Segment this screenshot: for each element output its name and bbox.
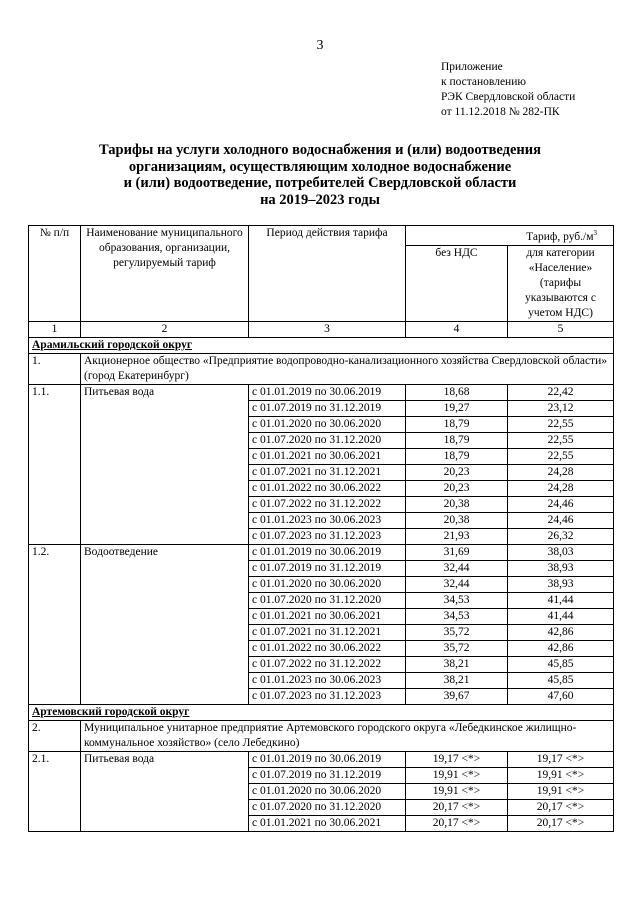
column-number: 3 xyxy=(249,321,406,337)
service-name: Питьевая вода xyxy=(81,751,249,831)
tariff-population: 19,91 <*> xyxy=(508,783,614,799)
tariff-population: 24,28 xyxy=(508,464,614,480)
header-no-vat: без НДС xyxy=(406,245,508,321)
tariff-period: с 01.07.2019 по 31.12.2019 xyxy=(249,560,406,576)
title-line: организациям, осуществляющим холодное водоснабжение xyxy=(128,158,512,175)
tariff-population: 19,17 <*> xyxy=(508,751,614,767)
tariff-no-vat: 20,17 <*> xyxy=(406,815,508,831)
organization-number: 2. xyxy=(29,720,81,751)
tariff-population: 45,85 xyxy=(508,656,614,672)
column-number: 1 xyxy=(29,321,81,337)
tariff-period: с 01.07.2022 по 31.12.2022 xyxy=(249,656,406,672)
tariff-period: с 01.01.2023 по 30.06.2023 xyxy=(249,512,406,528)
page-number: 3 xyxy=(316,38,324,53)
document-title xyxy=(0,142,640,208)
tariff-period: с 01.01.2019 по 30.06.2019 xyxy=(249,544,406,560)
tariff-no-vat: 19,91 <*> xyxy=(406,767,508,783)
tariff-period: с 01.01.2022 по 30.06.2022 xyxy=(249,640,406,656)
tariff-population: 24,46 xyxy=(508,496,614,512)
tariff-no-vat: 39,67 xyxy=(406,688,508,704)
tariff-population: 22,42 xyxy=(508,384,614,400)
column-number-row xyxy=(29,321,614,337)
tariff-period: с 01.07.2021 по 31.12.2021 xyxy=(249,464,406,480)
tariff-no-vat: 35,72 xyxy=(406,640,508,656)
appendix-line: к постановлению xyxy=(441,76,526,88)
tariff-period: с 01.01.2020 по 30.06.2020 xyxy=(249,416,406,432)
tariff-period: с 01.07.2019 по 31.12.2019 xyxy=(249,400,406,416)
tariff-no-vat: 31,69 xyxy=(406,544,508,560)
tariff-population: 42,86 xyxy=(508,624,614,640)
column-number: 2 xyxy=(81,321,249,337)
tariff-population: 41,44 xyxy=(508,608,614,624)
tariff-no-vat: 18,68 xyxy=(406,384,508,400)
tariff-period: с 01.01.2019 по 30.06.2019 xyxy=(249,751,406,767)
tariff-no-vat: 34,53 xyxy=(406,592,508,608)
tariff-no-vat: 20,38 xyxy=(406,512,508,528)
tariff-period: с 01.01.2020 по 30.06.2020 xyxy=(249,576,406,592)
tariff-population: 22,55 xyxy=(508,432,614,448)
tariff-period: с 01.01.2023 по 30.06.2023 xyxy=(249,672,406,688)
tariff-no-vat: 18,79 xyxy=(406,432,508,448)
header-row xyxy=(29,226,614,246)
tariff-period: с 01.07.2022 по 31.12.2022 xyxy=(249,496,406,512)
tariff-no-vat: 19,27 xyxy=(406,400,508,416)
tariff-no-vat: 38,21 xyxy=(406,656,508,672)
tariff-no-vat: 20,23 xyxy=(406,480,508,496)
appendix-line: Приложение xyxy=(441,61,503,73)
header-tariff-group xyxy=(406,226,614,246)
tariff-population: 22,55 xyxy=(508,448,614,464)
section-row xyxy=(29,704,614,720)
tariff-no-vat: 20,17 <*> xyxy=(406,799,508,815)
tariff-population: 45,85 xyxy=(508,672,614,688)
title-line: и (или) водоотведение, потребителей Свердловской области xyxy=(123,175,517,191)
organization-name: Акционерное общество «Предприятие водопроводно-канализационного хозяйства Свердловской области» (город Екатеринбург) xyxy=(81,353,614,384)
tariff-no-vat: 32,44 xyxy=(406,560,508,576)
tariff-no-vat: 20,38 xyxy=(406,496,508,512)
tariff-period: с 01.01.2019 по 30.06.2019 xyxy=(249,384,406,400)
tariff-no-vat: 32,44 xyxy=(406,576,508,592)
organization-name: Муниципальное унитарное предприятие Артемовского городского округа «Лебедкинское жилищно-коммунальное хозяйство» (село Лебедкино) xyxy=(81,720,614,751)
tariff-population: 24,28 xyxy=(508,480,614,496)
tariff-table-body xyxy=(29,226,614,832)
tariff-no-vat: 19,91 <*> xyxy=(406,783,508,799)
tariff-no-vat: 34,53 xyxy=(406,608,508,624)
tariff-row xyxy=(29,544,614,560)
tariff-population: 20,17 <*> xyxy=(508,799,614,815)
header-period: Период действия тарифа xyxy=(249,226,406,322)
title-line: Тарифы на услуги холодного водоснабжения и (или) водоотведения xyxy=(99,142,541,158)
tariff-population: 38,93 xyxy=(508,576,614,592)
header-name: Наименование муниципального образования, организации, регулируемый тариф xyxy=(81,226,249,322)
appendix-note xyxy=(441,60,575,120)
tariff-period: с 01.07.2021 по 31.12.2021 xyxy=(249,624,406,640)
tariff-table xyxy=(28,225,614,832)
tariff-population: 19,91 <*> xyxy=(508,767,614,783)
tariff-population: 26,32 xyxy=(508,528,614,544)
service-number: 2.1. xyxy=(29,751,81,831)
section-title: Арамильский городской округ xyxy=(29,337,614,353)
section-title: Артемовский городской округ xyxy=(29,704,614,720)
tariff-no-vat: 35,72 xyxy=(406,624,508,640)
tariff-population: 24,46 xyxy=(508,512,614,528)
tariff-period: с 01.01.2022 по 30.06.2022 xyxy=(249,480,406,496)
tariff-population: 22,55 xyxy=(508,416,614,432)
tariff-row xyxy=(29,384,614,400)
section-row xyxy=(29,337,614,353)
tariff-population: 38,93 xyxy=(508,560,614,576)
tariff-population: 42,86 xyxy=(508,640,614,656)
tariff-population: 41,44 xyxy=(508,592,614,608)
header-tariff-group-text: Тариф, руб./м xyxy=(526,230,594,243)
tariff-population: 38,03 xyxy=(508,544,614,560)
tariff-population: 20,17 <*> xyxy=(508,815,614,831)
header-population: для категории «Население» (тарифы указываются с учетом НДС) xyxy=(508,245,614,321)
tariff-period: с 01.07.2023 по 31.12.2023 xyxy=(249,528,406,544)
service-number: 1.2. xyxy=(29,544,81,704)
tariff-period: с 01.01.2021 по 30.06.2021 xyxy=(249,815,406,831)
header-tariff-unit-sup: 3 xyxy=(593,229,597,237)
tariff-period: с 01.07.2023 по 31.12.2023 xyxy=(249,688,406,704)
organization-row xyxy=(29,720,614,751)
tariff-period: с 01.07.2020 по 31.12.2020 xyxy=(249,592,406,608)
service-name: Питьевая вода xyxy=(81,384,249,544)
service-name: Водоотведение xyxy=(81,544,249,704)
tariff-no-vat: 19,17 <*> xyxy=(406,751,508,767)
header-num: № п/п xyxy=(29,226,81,322)
tariff-period: с 01.01.2021 по 30.06.2021 xyxy=(249,608,406,624)
tariff-period: с 01.07.2020 по 31.12.2020 xyxy=(249,432,406,448)
tariff-period: с 01.01.2020 по 30.06.2020 xyxy=(249,783,406,799)
tariff-population: 23,12 xyxy=(508,400,614,416)
organization-number: 1. xyxy=(29,353,81,384)
tariff-no-vat: 21,93 xyxy=(406,528,508,544)
tariff-no-vat: 20,23 xyxy=(406,464,508,480)
tariff-no-vat: 18,79 xyxy=(406,416,508,432)
appendix-line: от 11.12.2018 № 282-ПК xyxy=(441,106,560,118)
tariff-no-vat: 38,21 xyxy=(406,672,508,688)
appendix-line: РЭК Свердловской области xyxy=(441,91,576,103)
title-line: на 2019–2023 годы xyxy=(260,191,380,208)
tariff-period: с 01.07.2020 по 31.12.2020 xyxy=(249,799,406,815)
tariff-no-vat: 18,79 xyxy=(406,448,508,464)
service-number: 1.1. xyxy=(29,384,81,544)
tariff-period: с 01.07.2019 по 31.12.2019 xyxy=(249,767,406,783)
tariff-row xyxy=(29,751,614,767)
column-number: 4 xyxy=(406,321,508,337)
tariff-population: 47,60 xyxy=(508,688,614,704)
organization-row xyxy=(29,353,614,384)
tariff-period: с 01.01.2021 по 30.06.2021 xyxy=(249,448,406,464)
column-number: 5 xyxy=(508,321,614,337)
